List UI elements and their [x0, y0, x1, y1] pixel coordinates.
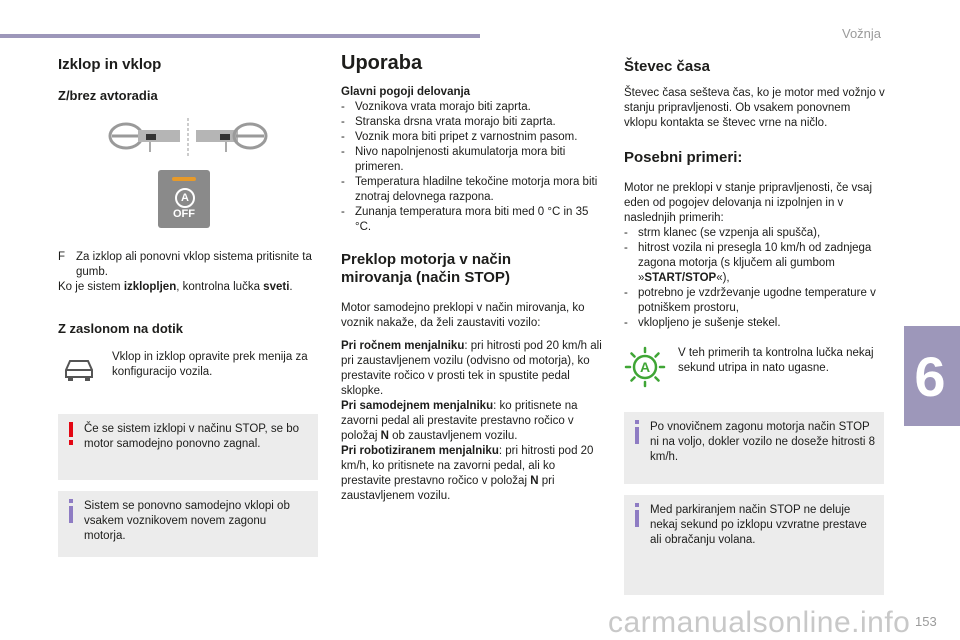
heading-special: Posebni primeri: [624, 149, 743, 166]
warning-icon [66, 422, 76, 446]
robot-text: : pri hitrosti pod 20 km/h, ko pritisnete na zavorni pedal, ali ko prestavite prestavno ročico v položaj [341, 445, 594, 487]
manual-text: : pri hitrosti pod 20 km/h ali pri zaustavljenem vozilu (odvisno od motorja), ko prestavite ročico v prosti tek in spustite pedal sklopke. [341, 340, 602, 397]
conditions-title: Glavni pogoji delovanja [341, 86, 471, 98]
bullet-press [58, 250, 320, 280]
warning-text: Če se sistem izklopi v načinu STOP, se bo motor samodejno ponovno zagnal. [84, 423, 299, 450]
special-list [624, 226, 886, 331]
info-restart-text: Sistem se ponovno samodejno vklopi ob vsakem voznikovem novem zagonu motorja. [84, 500, 290, 542]
dashboard-illustration [108, 114, 268, 160]
car-icon [62, 356, 96, 382]
heading-radio: Z/brez avtoradia [58, 88, 158, 103]
button-off-label: OFF [173, 208, 195, 220]
condition-item: - Nivo napolnjenosti akumulatorja mora biti primeren. [341, 145, 605, 175]
condition-text: Voznikova vrata morajo biti zaprta. [355, 101, 531, 113]
status-text-bold-2: sveti [263, 281, 290, 293]
condition-text: Nivo napolnjenosti akumulatorja mora biti primeren. [355, 146, 566, 173]
auto-position: N [380, 430, 389, 442]
status-text-bold-1: izklopljen [123, 281, 177, 293]
condition-text: Zunanja temperatura mora biti med 0 °C in 35 °C. [355, 206, 589, 233]
manual-gearbox [341, 339, 605, 399]
touchscreen-text: Vklop in izklop opravite prek menija za konfiguracijo vozila. [112, 351, 308, 378]
section-label: Vožnja [842, 26, 882, 41]
auto-text: : ko pritisnete na zavorni pedal ali prestavite prestavno ročico v položaj [341, 400, 578, 442]
robot-gearbox [341, 444, 605, 504]
info-box-speed [624, 412, 884, 484]
special-text: strm klanec (se vzpenja ali spušča), [638, 227, 821, 239]
conditions-list [341, 100, 605, 235]
condition-item: - Voznikova vrata morajo biti zaprta. [341, 100, 605, 115]
lamp-letter: A [639, 359, 651, 375]
column-usage [341, 52, 605, 504]
robot-text-end: pri zaustavljenem vozilu. [341, 475, 555, 502]
lamp-text: V teh primerih ta kontrolna lučka nekaj sekund utripa in nato ugasne. [678, 347, 874, 374]
stop-lamp-icon [624, 346, 666, 388]
steering-wheel-left-icon [110, 124, 180, 152]
column-start-stop-text [58, 250, 320, 336]
bullet-press-text: Za izklop ali ponovni vklop sistema pritisnite ta gumb. [76, 251, 312, 278]
auto-text-end: ob zaustavljenem vozilu. [388, 430, 518, 442]
info-icon [632, 503, 642, 527]
button-a-icon: A [175, 188, 195, 208]
start-stop-button [158, 170, 210, 228]
condition-item: - Temperatura hladilne tekočine motorja mora biti znotraj delovnega razpona. [341, 175, 605, 205]
heading-counter: Števec časa [624, 58, 710, 75]
condition-text: Stranska drsna vrata morajo biti zaprta. [355, 116, 556, 128]
header-bar [0, 34, 480, 38]
manual-label: Pri ročnem menjalniku [341, 340, 465, 352]
special-text: potrebno je vzdrževanje ugodne temperature v potniškem prostoru, [638, 287, 876, 314]
status-text-1: Ko je sistem [58, 281, 124, 293]
info-parking-text: Med parkiranjem način STOP ne deluje nekaj sekund po izklopu vzvratne prestave ali obračanju volana. [650, 504, 867, 546]
condition-item: - Stranska drsna vrata morajo biti zaprta. [341, 115, 605, 130]
robot-label: Pri robotiziranem menjalniku [341, 445, 499, 457]
special-item: - strm klanec (se vzpenja ali spušča), [624, 226, 886, 241]
special-intro: Motor ne preklopi v stanje pripravljenosti, če vsaj eden od pogojev delovanja ni izpolnjen in v naslednjih primerih: [624, 182, 873, 224]
chapter-tab: 6 [904, 326, 960, 426]
auto-gearbox [341, 399, 605, 444]
special-item: - vklopljeno je sušenje stekel. [624, 316, 886, 331]
watermark: carmanualsonline.info [608, 606, 911, 639]
status-line [58, 280, 320, 295]
column-start-stop [58, 52, 318, 103]
page-number: 153 [915, 614, 937, 629]
button-indicator [172, 177, 196, 181]
heading-stop-mode: Preklop motorja v način mirovanja (način STOP) [341, 251, 512, 286]
special-item: - potrebno je vzdrževanje ugodne temperature v potniškem prostoru, [624, 286, 886, 316]
stop-intro: Motor samodejno preklopi v način mirovanja, ko voznik nakaže, da želi zaustaviti vozilo: [341, 302, 585, 329]
special-text: hitrost vozila ni presegla 10 km/h od zadnjega zagona motorja (s ključem ali gumbom »START/STOP«), [638, 242, 872, 284]
condition-text: Voznik mora biti pripet z varnostnim pasom. [355, 131, 578, 143]
special-item: - hitrost vozila ni presegla 10 km/h od zadnjega zagona motorja (s ključem ali gumbom »START/STOP«), [624, 241, 886, 286]
heading-izklop: Izklop in vklop [58, 56, 162, 73]
robot-position: N [530, 475, 539, 487]
warning-box [58, 414, 318, 480]
auto-label: Pri samodejnem menjalniku [341, 400, 494, 412]
condition-item: - Voznik mora biti pripet z varnostnim pasom. [341, 130, 605, 145]
info-speed-text: Po vnovičnem zagonu motorja način STOP ni na voljo, dokler vozilo ne doseže hitrosti 8 km/h. [650, 421, 876, 463]
column-counter [624, 52, 886, 331]
status-text-3: . [289, 281, 293, 293]
info-icon [66, 499, 76, 523]
condition-text: Temperatura hladilne tekočine motorja mora biti znotraj delovnega razpona. [355, 176, 598, 203]
info-box-restart [58, 491, 318, 557]
info-icon [632, 420, 642, 444]
heading-uporaba: Uporaba [341, 52, 423, 74]
heading-touchscreen: Z zaslonom na dotik [58, 321, 183, 336]
status-text-2: , kontrolna lučka [176, 281, 264, 293]
info-box-parking [624, 495, 884, 595]
bullet-marker: F [58, 251, 66, 263]
steering-wheel-right-icon [196, 124, 266, 152]
condition-item: - Zunanja temperatura mora biti med 0 °C in 35 °C. [341, 205, 605, 235]
special-text: vklopljeno je sušenje stekel. [638, 317, 781, 329]
counter-text: Števec časa sešteva čas, ko je motor med vožnjo v stanju pripravljenosti. Ob vsakem ponovnem vklopu kontakta se števec vrne na ničlo. [624, 87, 885, 129]
